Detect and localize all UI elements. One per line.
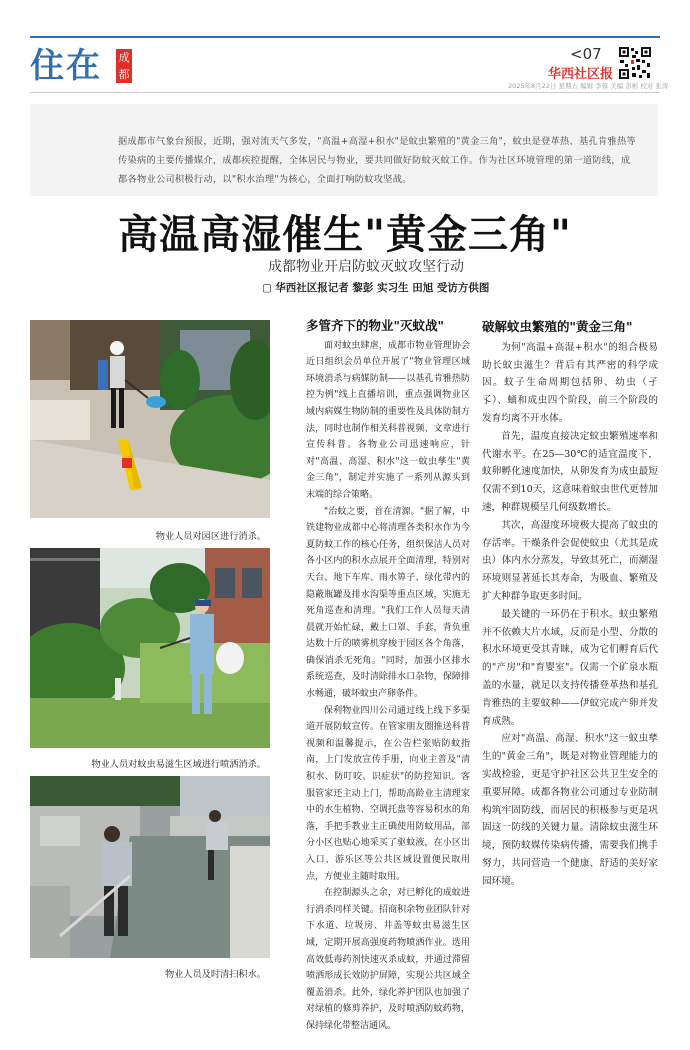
byline: ▢ 华西社区报记者 黎彭 实习生 田旭 受访方供图 bbox=[262, 282, 490, 294]
section-title: 住在 bbox=[30, 46, 102, 86]
page-number-value: 07 bbox=[582, 45, 602, 63]
body-paragraph: "治蚊之要，首在清源。"据了解，中铁建物业成都中心将清理各类积水作为今夏防蚊工作的核心任务，组织保洁人员对各小区内的积水点展开全面清理，特别对天台、地下车库、雨水箅子、绿化带内的隐蔽瓶罐及排水沟渠等重点区域，实施无死角巡查和清理。"我们工作人员每天清晨就开始忙碌，戴上口罩、手套，背负重达数十斤的喷雾机穿梭于园区各个角落，确保消杀无死角。"同时，加强小区排水系统巡查，及时清除排水口杂物，保障排水畅通，破坏蚊虫产卵条件。 bbox=[306, 506, 470, 700]
photo-caption: 物业人员及时清扫积水。 bbox=[164, 969, 266, 980]
body-paragraph: 应对"高温、高湿、积水"这一蚊虫孳生的"黄金三角"，既是对物业管理能力的实战检验，更是守护社区公共卫生安全的重要屏障。成都各物业公司通过专业防制构筑牢固防线，而居民的积极参与更是巩固这一防线的关键力量。清除蚊虫滋生环境，预防蚊媒传染病传播，需要我们携手努力，共同营造一个健康、舒适的美好家园环境。 bbox=[482, 733, 658, 887]
headline: 高温高湿催生"黄金三角" bbox=[118, 212, 572, 258]
brand-name: 华西社区报 bbox=[548, 67, 614, 82]
photo-sweeping-water bbox=[30, 776, 270, 958]
article-column-1 bbox=[306, 318, 470, 1035]
header-rule bbox=[30, 36, 660, 38]
photo-caption: 物业人员对蚊虫易滋生区域进行喷洒消杀。 bbox=[91, 759, 266, 770]
byline-text: 华西社区报记者 黎彭 实习生 田旭 受访方供图 bbox=[275, 282, 490, 294]
photo-caption: 物业人员对园区进行消杀。 bbox=[155, 531, 266, 542]
header-divider bbox=[30, 92, 660, 93]
dateline: 2025年8月22日 星期五 编辑 李蓉 美编 彭彬 校对 张涛 bbox=[508, 82, 669, 90]
body-paragraph: 在控制源头之余，对已孵化的成蚊进行消杀同样关键。招商积余物业团队针对下水道、垃圾房、井盖等蚊虫易滋生区域，定期开展高强度药物喷洒作业。选用高效低毒药剂快速灭杀成蚊，并通过滞留喷洒形成长效防护屏障，实现公共区域全覆盖消杀。此外，绿化养护团队也加强了对绿植的修剪养护，及时喷洒防蚊药物，保持绿化带整洁通风。 bbox=[306, 888, 470, 1031]
section-tag: 成都 bbox=[116, 49, 132, 83]
photo-spraying bbox=[30, 548, 270, 748]
body-paragraph: 面对蚊虫肆虐，成都市物业管理协会近日组织会员单位开展了"物业管理区域环境消杀与病媒防制——以基孔肯雅热防控为例"线上直播培训，重点强调物业区域内病媒生物防制的重要性及具体防制方法，同时也制作相关科普视频、文章进行宣传科普。各物业公司迅速响应，针对"高温、高湿、积水"这一蚊虫孳生"黄金三角"，制定并实施了一系列从源头到末端的综合策略。 bbox=[306, 340, 470, 500]
body-paragraph: 为何"高温+高湿+积水"的组合极易助长蚊虫滋生？背后有其严密的科学成因。蚊子生命周期包括卵、幼虫（孑孓）、蛹和成虫四个阶段，前三个阶段的发育均离不开水体。 bbox=[482, 341, 658, 424]
page-number: <07 bbox=[570, 45, 602, 63]
body-paragraph: 首先，温度直接决定蚊虫繁殖速率和代谢水平。在25—30℃的适宜温度下，蚊卵孵化速度加快，从卵发育为成虫最短仅需不到10天，这意味着蚊虫世代更替加速，种群规模呈几何级数增长。 bbox=[482, 430, 658, 513]
body-paragraph: 保利物业四川公司通过线上线下多渠道开展防蚊宣传。在管家朋友圈推送科普视频和温馨提示，在公告栏张贴防蚊指南，上门发放宣传手册，向业主普及"清积水、防叮咬、识症状"的防控知识。客服管家还主动上门，帮助高龄业主清理家中的水生植物、空调托盘等容易积水的角落，手把手教业主正确使用防蚊用品，部分小区也贴心地采买了驱蚊液，在小区出入口、游乐区等公共区域设置便民取用点，方便业主随时取用。 bbox=[306, 705, 470, 882]
section-heading-2: 破解蚊虫繁殖的"黄金三角" bbox=[482, 319, 633, 334]
article-column-2 bbox=[482, 318, 658, 891]
body-paragraph: 最关键的一环仍在于积水。蚊虫繁殖并不依赖大片水域，反而是小型、分散的积水环境更受其青睐，成为它们孵育后代的"产房"和"育婴室"。仅需一个矿泉水瓶盖的水量，就足以支持传播登革热和基孔肯雅热的主要蚊种——伊蚊完成产卵并发育成熟。 bbox=[482, 608, 658, 727]
photo-park-disinfection bbox=[30, 320, 270, 518]
qr-code-icon bbox=[618, 46, 652, 80]
subheadline: 成都物业开启防蚊灭蚊攻坚行动 bbox=[268, 259, 464, 275]
section-heading-1: 多管齐下的物业"灭蚊战" bbox=[306, 318, 445, 333]
body-paragraph: 其次，高湿度环境极大提高了蚊虫的存活率。干燥条件会促使蚊虫（尤其是成虫）体内水分蒸发，导致其死亡，而潮湿环境则显著延长其寿命，为吸血、繁殖及扩大种群争取更多时间。 bbox=[482, 519, 658, 602]
lead-paragraph: 据成都市气象台预报，近期，强对流天气多发，"高温+高湿+积水"是蚊虫繁殖的"黄金三角"，蚊虫是登革热、基孔肯雅热等传染病的主要传播媒介，成都疾控提醒，全体居民与物业，要共同做好防蚊灭蚊工作。作为社区环境管理的第一道防线，成都各物业公司积极行动，以"积水治理"为核心，全面打响防蚊攻坚战。 bbox=[118, 136, 636, 185]
